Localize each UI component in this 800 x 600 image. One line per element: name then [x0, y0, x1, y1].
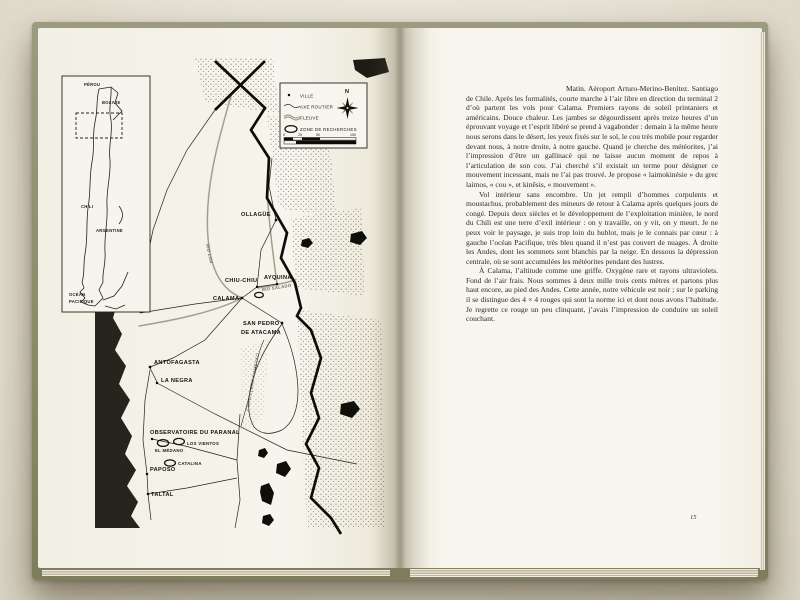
map-label-calama: CALAMA [213, 296, 240, 302]
atacama-map [55, 58, 399, 536]
page-edges-bottom-right [410, 569, 758, 577]
map-label-san-pedro-1: SAN PEDRO [243, 321, 280, 327]
paragraph-1: Matin. Aéroport Arturo-Merino-Benítez. Santiago de Chile. Après les formalités, courte marche à l’air libre en direction du terminal 2 d’où partent les vols pour Calama. Premiers rayons de soleil printaniers et américains. Douce chaleur. Les jambes se dégourdissent après treize heures d’un éprouvant voyage et l’esprit libéré se prend à vagabonder : demain à la même heure nous serons dans le désert, les yeux fixés sur le sol, le cou très mobile pour regarder devant nous, à notre droite, à notre gauche. Quand je cherche des météorites, j’ai l’impression d’être un gallinacé qui ne laisse aucun moment de repos à l’articulation de son cou. J’ai cherché s’il existait un terme pour désigner ce mouvement incessant, mais ne l’ai pas trouvé. Je propose « laimokinésie » du grec laimos, « cou », et kinêsis, « mouvement ». [466, 84, 718, 189]
body-text [466, 84, 718, 324]
map-drawing [55, 58, 399, 536]
map-label-san-pedro-2: DE ATACAMA [241, 330, 282, 336]
right-page [400, 28, 762, 568]
legend-label-axe-routier: AXE ROUTIER [300, 104, 334, 110]
map-label-cordillera: CORDILLERA DOMEYKO [244, 352, 261, 412]
map-label-paranal: OBSERVATOIRE DU PARANAL [150, 430, 240, 436]
inset-label-perou: PÉROU [84, 82, 101, 87]
map-legend [280, 83, 367, 148]
scale-tick-50: 50 [316, 133, 320, 137]
map-label-la-negra: LA NEGRA [161, 378, 193, 384]
map-label-catalina: CATALINA [178, 461, 202, 466]
inset-label-argentine: ARGENTINE [96, 228, 123, 233]
compass-north-label: N [345, 89, 349, 95]
map-label-chiu-chiu: CHIU-CHIU [225, 278, 258, 284]
inset-label-ocean-1: OCÉAN [69, 292, 86, 297]
map-label-rio-salado: RÍO SALADO [261, 282, 292, 293]
paragraph-3: À Calama, l’altitude comme une griffe. Oxygène rare et rayons ultraviolets. Fond de l’air frais. Nous sommes à deux mille trois cents mètres et partons plus haut encore, au pied des Andes. Cette année, notre véhicule est noir ; sur le parking il se distingue des 4 × 4 rouges qui sont la norme ici et dont nous avons l’habitude. Je regrette ce rouge un peu clinquant, j’avais l’impression de conduire un soleil couchant. [466, 266, 718, 324]
scale-tick-0: 0 [283, 133, 285, 137]
map-label-rio-loa: RÍO LOA [204, 243, 214, 264]
paragraph-2: Vol intérieur sans encombre. Un jet rempli d’hommes corpulents et moustachus, probablement des mineurs de retour à Calama après quelques jours de congé. Depuis deux siècles et le développement de l’exploitation minière, le nord du Chili est une terre d’exil intérieur : on y travaille, on y vit, on y meurt. Je ne peux voir le paysage, je suis trop loin du hublot, mais je le connais par cœur : à gauche l’océan Pacifique, très bleu quand il n’est pas couvert de nuages. À droite les Andes, dont les sommets sont blanchis par la neige. En dessous la dépression centrale, où se sont accumulées les météorites pendant des lustres. [466, 189, 718, 266]
map-label-antofagasta: ANTOFAGASTA [154, 360, 200, 366]
map-label-los-vientos: LOS VIENTOS [187, 441, 220, 446]
legend-label-fleuve: FLEUVE [300, 115, 319, 121]
scale-tick-100: 100 [350, 133, 356, 137]
map-label-ayquina: AYQUINA [264, 275, 292, 281]
terrain-patch [353, 58, 389, 78]
page-number: 15 [690, 514, 697, 521]
map-label-el-medano: EL MÉDANO [155, 448, 184, 453]
map-label-ollague: OLLAGÜE [241, 212, 271, 218]
left-page [38, 28, 400, 568]
legend-label-ville: VILLE [300, 93, 314, 99]
inset-label-bolivie: BOLIVIE [102, 100, 121, 105]
coastline-band [95, 302, 140, 528]
place-labels [150, 211, 292, 498]
open-book [32, 22, 768, 580]
scale-tick-25: 25 [298, 133, 302, 137]
page-edges-right [760, 32, 765, 570]
map-label-paposo: PAPOSO [150, 467, 176, 473]
inset-label-chili: CHILI [81, 204, 94, 209]
inset-label-ocean-2: PACIFIQUE [69, 299, 94, 304]
legend-label-zone: ZONE DE RECHERCHES [300, 127, 357, 132]
chile-inset-map [62, 76, 150, 312]
page-edges-bottom-left [42, 570, 390, 576]
map-label-taltal: TALTAL [151, 492, 174, 498]
